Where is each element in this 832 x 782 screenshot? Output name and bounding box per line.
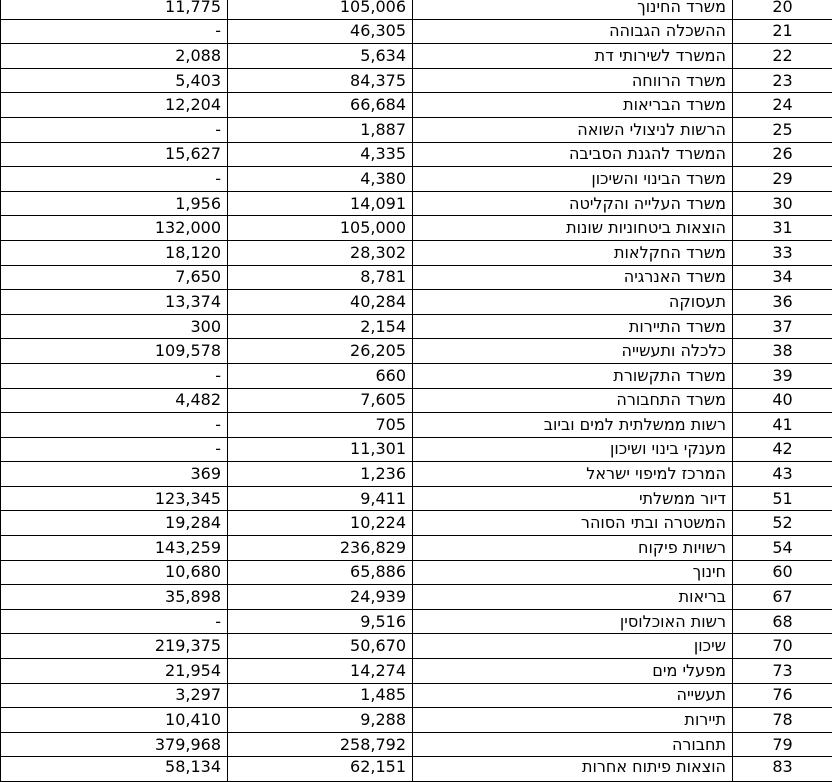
table-row — [1, 93, 832, 118]
cell-value-1: 24,939 — [228, 585, 413, 610]
cell-item-name: רשות האוכלוסין — [413, 609, 733, 634]
cell-item-name: תחבורה — [413, 732, 733, 757]
cell-value-1: 258,792 — [228, 732, 413, 757]
cell-item-name: המשרד לשירותי דת — [413, 44, 733, 69]
cell-item-code: 39 — [733, 363, 832, 388]
cell-item-code: 43 — [733, 462, 832, 487]
cell-item-code: 20 — [733, 0, 832, 19]
table-row — [1, 634, 832, 659]
cell-value-1: 50,670 — [228, 634, 413, 659]
cell-value-2: 10,410 — [1, 708, 228, 733]
cell-item-name: מענקי בינוי ושיכון — [413, 437, 733, 462]
cell-item-name: רשות ממשלתית למים וביוב — [413, 413, 733, 438]
cell-item-code: 73 — [733, 659, 832, 684]
cell-item-name: חינוך — [413, 560, 733, 585]
cell-item-name: המרכז למיפוי ישראל — [413, 462, 733, 487]
cell-value-1: 84,375 — [228, 68, 413, 93]
cell-value-1: 14,091 — [228, 191, 413, 216]
table-row — [1, 659, 832, 684]
cell-value-1: 66,684 — [228, 93, 413, 118]
table-row — [1, 68, 832, 93]
cell-value-2: 58,134 — [1, 757, 228, 782]
table-row — [1, 683, 832, 708]
cell-value-2: 2,088 — [1, 44, 228, 69]
cell-item-code: 68 — [733, 609, 832, 634]
cell-item-code: 83 — [733, 757, 832, 782]
cell-value-1: 14,274 — [228, 659, 413, 684]
cell-item-code: 52 — [733, 511, 832, 536]
cell-item-name: משרד החינוך — [413, 0, 733, 19]
budget-table-body — [1, 0, 832, 782]
table-row — [1, 609, 832, 634]
cell-item-code: 26 — [733, 142, 832, 167]
table-row — [1, 511, 832, 536]
cell-item-name: דיור ממשלתי — [413, 486, 733, 511]
cell-value-2: - — [1, 167, 228, 192]
cell-value-2: 143,259 — [1, 536, 228, 561]
cell-item-name: משרד התקשורת — [413, 363, 733, 388]
cell-value-2: 379,968 — [1, 732, 228, 757]
cell-item-code: 38 — [733, 339, 832, 364]
table-row — [1, 757, 832, 782]
cell-value-2: - — [1, 363, 228, 388]
table-row — [1, 265, 832, 290]
cell-value-1: 28,302 — [228, 240, 413, 265]
table-row — [1, 191, 832, 216]
cell-item-name: מפעלי מים — [413, 659, 733, 684]
cell-item-code: 42 — [733, 437, 832, 462]
cell-value-1: 65,886 — [228, 560, 413, 585]
cell-item-name: המשטרה ובתי הסוהר — [413, 511, 733, 536]
cell-item-name: משרד הרווחה — [413, 68, 733, 93]
cell-value-1: 11,301 — [228, 437, 413, 462]
cell-value-1: 4,380 — [228, 167, 413, 192]
table-row — [1, 536, 832, 561]
cell-value-2: 123,345 — [1, 486, 228, 511]
cell-item-code: 24 — [733, 93, 832, 118]
cell-value-2: - — [1, 117, 228, 142]
cell-item-name: המשרד להגנת הסביבה — [413, 142, 733, 167]
cell-value-2: 19,284 — [1, 511, 228, 536]
cell-value-1: 660 — [228, 363, 413, 388]
cell-value-2: 15,627 — [1, 142, 228, 167]
cell-value-2: 369 — [1, 462, 228, 487]
cell-item-name: רשויות פיקוח — [413, 536, 733, 561]
cell-value-2: - — [1, 19, 228, 44]
table-row — [1, 388, 832, 413]
table-row — [1, 560, 832, 585]
cell-value-1: 2,154 — [228, 314, 413, 339]
table-row — [1, 585, 832, 610]
cell-value-1: 9,516 — [228, 609, 413, 634]
cell-value-2: 219,375 — [1, 634, 228, 659]
cell-value-2: - — [1, 609, 228, 634]
table-row — [1, 117, 832, 142]
cell-value-1: 62,151 — [228, 757, 413, 782]
cell-item-name: משרד התחבורה — [413, 388, 733, 413]
table-row — [1, 363, 832, 388]
cell-item-code: 79 — [733, 732, 832, 757]
cell-item-code: 29 — [733, 167, 832, 192]
cell-item-code: 33 — [733, 240, 832, 265]
cell-value-2: 35,898 — [1, 585, 228, 610]
cell-item-name: כלכלה ותעשייה — [413, 339, 733, 364]
cell-item-name: תעשייה — [413, 683, 733, 708]
cell-item-name: הרשות לניצולי השואה — [413, 117, 733, 142]
cell-item-code: 37 — [733, 314, 832, 339]
cell-item-code: 60 — [733, 560, 832, 585]
cell-item-code: 34 — [733, 265, 832, 290]
cell-item-name: הוצאות פיתוח אחרות — [413, 757, 733, 782]
cell-item-name: הוצאות ביטחוניות שונות — [413, 216, 733, 241]
cell-value-1: 236,829 — [228, 536, 413, 561]
table-row — [1, 708, 832, 733]
cell-item-name: שיכון — [413, 634, 733, 659]
cell-value-2: 13,374 — [1, 290, 228, 315]
cell-item-name: משרד הבינוי והשיכון — [413, 167, 733, 192]
cell-value-2: 11,775 — [1, 0, 228, 19]
cell-value-1: 8,781 — [228, 265, 413, 290]
table-row — [1, 486, 832, 511]
cell-item-code: 25 — [733, 117, 832, 142]
cell-item-code: 54 — [733, 536, 832, 561]
cell-value-1: 9,411 — [228, 486, 413, 511]
cell-item-name: משרד החקלאות — [413, 240, 733, 265]
cell-value-1: 46,305 — [228, 19, 413, 44]
table-row — [1, 0, 832, 19]
cell-value-2: - — [1, 437, 228, 462]
cell-value-2: 7,650 — [1, 265, 228, 290]
cell-value-1: 40,284 — [228, 290, 413, 315]
cell-value-2: 21,954 — [1, 659, 228, 684]
table-row — [1, 732, 832, 757]
table-row — [1, 216, 832, 241]
cell-value-1: 10,224 — [228, 511, 413, 536]
cell-value-1: 1,887 — [228, 117, 413, 142]
cell-item-name: משרד התיירות — [413, 314, 733, 339]
cell-item-code: 40 — [733, 388, 832, 413]
table-row — [1, 19, 832, 44]
cell-value-2: - — [1, 413, 228, 438]
cell-value-1: 9,288 — [228, 708, 413, 733]
cell-value-1: 1,236 — [228, 462, 413, 487]
cell-value-2: 5,403 — [1, 68, 228, 93]
table-row — [1, 339, 832, 364]
cell-item-name: משרד הבריאות — [413, 93, 733, 118]
cell-item-code: 67 — [733, 585, 832, 610]
cell-value-1: 705 — [228, 413, 413, 438]
table-row — [1, 413, 832, 438]
table-row — [1, 167, 832, 192]
cell-item-code: 22 — [733, 44, 832, 69]
cell-value-1: 4,335 — [228, 142, 413, 167]
cell-item-code: 23 — [733, 68, 832, 93]
table-row — [1, 142, 832, 167]
cell-value-1: 7,605 — [228, 388, 413, 413]
cell-item-name: ההשכלה הגבוהה — [413, 19, 733, 44]
cell-item-name: משרד העלייה והקליטה — [413, 191, 733, 216]
cell-item-name: בריאות — [413, 585, 733, 610]
cell-item-code: 21 — [733, 19, 832, 44]
cell-value-2: 4,482 — [1, 388, 228, 413]
cell-item-name: תעסוקה — [413, 290, 733, 315]
cell-value-2: 109,578 — [1, 339, 228, 364]
table-row — [1, 462, 832, 487]
table-row — [1, 290, 832, 315]
cell-value-2: 10,680 — [1, 560, 228, 585]
cell-item-code: 78 — [733, 708, 832, 733]
cell-item-name: תיירות — [413, 708, 733, 733]
table-row — [1, 44, 832, 69]
table-row — [1, 240, 832, 265]
table-row — [1, 314, 832, 339]
cell-value-1: 105,000 — [228, 216, 413, 241]
cell-value-2: 300 — [1, 314, 228, 339]
cell-value-2: 12,204 — [1, 93, 228, 118]
cell-item-code: 36 — [733, 290, 832, 315]
cell-value-2: 3,297 — [1, 683, 228, 708]
cell-item-code: 30 — [733, 191, 832, 216]
cell-item-code: 31 — [733, 216, 832, 241]
cell-value-1: 26,205 — [228, 339, 413, 364]
cell-value-2: 132,000 — [1, 216, 228, 241]
cell-item-code: 41 — [733, 413, 832, 438]
cell-item-code: 51 — [733, 486, 832, 511]
cell-value-2: 1,956 — [1, 191, 228, 216]
cell-value-1: 1,485 — [228, 683, 413, 708]
table-row — [1, 437, 832, 462]
cell-value-1: 5,634 — [228, 44, 413, 69]
cell-item-code: 76 — [733, 683, 832, 708]
cell-value-1: 105,006 — [228, 0, 413, 19]
cell-item-code: 70 — [733, 634, 832, 659]
cell-value-2: 18,120 — [1, 240, 228, 265]
cell-item-name: משרד האנרגיה — [413, 265, 733, 290]
